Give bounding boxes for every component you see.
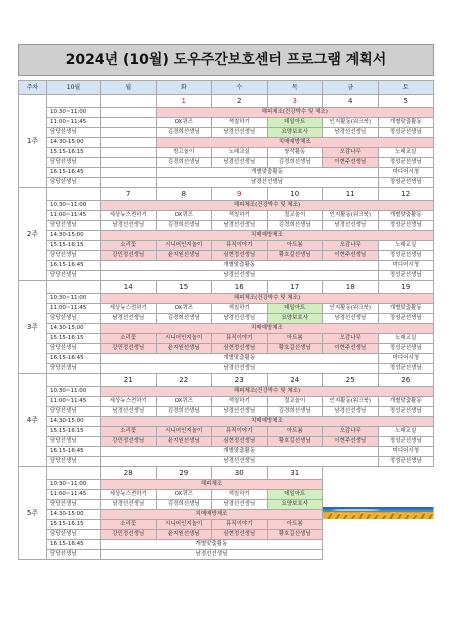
activity-cell: 데일아트: [267, 118, 323, 128]
time-label: 담당선생님: [47, 407, 101, 417]
activity-cell: 해피체조(건강박수 및 체조): [101, 201, 434, 211]
date-cell: 18: [323, 281, 379, 294]
date-cell: 5: [378, 95, 434, 108]
activity-cell: 정성균선생님: [378, 457, 434, 467]
date-cell: 10: [267, 188, 323, 201]
schedule-row: [19, 457, 434, 467]
activity-cell: 정성균선생님: [378, 344, 434, 354]
page-title: 2024년 (10월) 도우주간보호센터 프로그램 계획서: [18, 44, 434, 76]
time-label: 15:15-16:15: [47, 427, 101, 437]
time-label: 담당선생님: [47, 437, 101, 447]
date-row: [19, 281, 434, 294]
activity-cell: 남경선선생님: [101, 500, 157, 510]
activity-cell: 심현정선생님: [212, 530, 268, 540]
activity-cell: 치매예방체조: [101, 231, 434, 241]
date-cell: 15: [156, 281, 212, 294]
time-label: 10:30~11:00: [47, 108, 101, 118]
activity-cell: 요양보호사: [267, 128, 323, 138]
week-label: 5주: [19, 467, 47, 560]
time-label: 담당선생님: [47, 530, 101, 540]
activity-cell: 요양보호사: [267, 314, 323, 324]
activity-cell: 시니어인지놀이: [156, 334, 212, 344]
activity-cell: 아트봄: [267, 520, 323, 530]
activity-cell: 남경선선생님: [323, 314, 379, 324]
time-label: 10:30~11:00: [47, 201, 101, 211]
activity-cell: 오감나무: [323, 427, 379, 437]
time-label: 14:30-15:00: [47, 417, 101, 427]
activity-cell: 색칠하기: [212, 211, 268, 221]
schedule-row: [19, 201, 434, 211]
activity-cell: 김경희선생님: [156, 500, 212, 510]
schedule-row: [19, 364, 434, 374]
activity-cell: 뮤직이야기: [212, 241, 268, 251]
date-row-blank: [47, 281, 101, 294]
date-cell: 30: [212, 467, 268, 480]
activity-cell: 오감나무: [323, 148, 379, 158]
activity-cell: 이현주선생님: [323, 251, 379, 261]
day-header: 목: [267, 81, 323, 95]
activity-cell: 치매예방체조: [156, 138, 434, 148]
activity-cell: 데일아트: [267, 304, 323, 314]
schedule-row: [19, 178, 434, 188]
activity-cell: 황호길선생님: [267, 530, 323, 540]
day-header: 화: [156, 81, 212, 95]
schedule-row: [19, 251, 434, 261]
activity-cell: 남경선선생님: [212, 314, 268, 324]
schedule-row: [19, 397, 434, 407]
time-label: 16:15-16:45: [47, 354, 101, 364]
activity-cell: OX퀴즈: [156, 118, 212, 128]
date-cell: [101, 95, 157, 108]
time-label: 담당선생님: [47, 251, 101, 261]
schedule-row: [19, 168, 434, 178]
activity-cell: 이현주선생님: [323, 344, 379, 354]
time-label: 담당선생님: [47, 271, 101, 281]
activity-cell: 김경희선생님: [156, 314, 212, 324]
date-cell: 11: [323, 188, 379, 201]
date-cell: 1: [156, 95, 212, 108]
time-label: 담당선생님: [47, 364, 101, 374]
schedule-body: [19, 81, 434, 560]
activity-cell: 남경선선생님: [212, 407, 268, 417]
schedule-row: [19, 231, 434, 241]
date-cell: 23: [212, 374, 268, 387]
date-row: [19, 95, 434, 108]
activity-cell: 남경선선생님: [323, 407, 379, 417]
activity-cell: 심현정선생님: [212, 344, 268, 354]
activity-cell: 강민정선생님: [101, 437, 157, 447]
activity-cell: 심현정선생님: [212, 251, 268, 261]
schedule-row: [19, 437, 434, 447]
date-cell: 24: [267, 374, 323, 387]
schedule-row: [19, 271, 434, 281]
activity-cell: 남경선선생님: [101, 550, 323, 560]
date-cell: 31: [267, 467, 323, 480]
date-cell: 26: [378, 374, 434, 387]
activity-cell: 색칠하기: [212, 304, 268, 314]
activity-cell: 황호길선생님: [267, 344, 323, 354]
activity-cell: 아트봄: [267, 334, 323, 344]
date-cell: 3: [267, 95, 323, 108]
activity-cell: 소리꽃: [101, 427, 157, 437]
activity-cell: 남경선선생님: [212, 128, 268, 138]
activity-cell: 뮤직이야기: [212, 520, 268, 530]
activity-cell: 남경선선생님: [101, 314, 157, 324]
week-label: 1주: [19, 95, 47, 188]
activity-cell: 뮤직이야기: [212, 427, 268, 437]
time-label: 담당선생님: [47, 221, 101, 231]
activity-cell: 이현주선생님: [323, 437, 379, 447]
activity-cell: 아트봄: [267, 427, 323, 437]
activity-cell: 인지활동(워크북): [323, 304, 379, 314]
time-label: 11:00~11:45: [47, 490, 101, 500]
activity-cell: 정성균선생님: [378, 158, 434, 168]
activity-cell: 이현주선생님: [323, 158, 379, 168]
time-label: 담당선생님: [47, 500, 101, 510]
schedule-row: [19, 344, 434, 354]
activity-cell: 세상뉴스전하기: [101, 490, 157, 500]
activity-cell: 시니어인지놀이: [156, 241, 212, 251]
activity-cell: [101, 118, 157, 128]
date-row-blank: [47, 95, 101, 108]
date-cell: 8: [156, 188, 212, 201]
activity-cell: 윤지원선생님: [156, 437, 212, 447]
time-label: 담당선생님: [47, 550, 101, 560]
day-header: 금: [323, 81, 379, 95]
day-header: 토: [378, 81, 434, 95]
time-label: 15:15-16:15: [47, 148, 101, 158]
date-row: [19, 374, 434, 387]
activity-cell: 인지활동(워크북): [323, 118, 379, 128]
activity-cell: 색칠하기: [212, 490, 268, 500]
date-row: [19, 467, 434, 480]
activity-cell: 남경선선생님: [323, 128, 379, 138]
schedule-row: [19, 148, 434, 158]
activity-cell: 정성균선생님: [378, 364, 434, 374]
activity-cell: 김경희선생님: [267, 158, 323, 168]
activity-cell: 정성균선생님: [378, 437, 434, 447]
activity-cell: 개별맞춤활동: [378, 211, 434, 221]
date-cell: 9: [212, 188, 268, 201]
time-label: 14:30-15:00: [47, 324, 101, 334]
activity-cell: 절교놀이: [267, 211, 323, 221]
time-label: 16:15-16:45: [47, 261, 101, 271]
activity-cell: 개별맞춤활동: [378, 397, 434, 407]
time-label: 15:15-16:15: [47, 520, 101, 530]
activity-cell: OX퀴즈: [156, 490, 212, 500]
activity-cell: 해피체조: [101, 480, 323, 490]
schedule-row: [19, 294, 434, 304]
date-cell: 16: [212, 281, 268, 294]
activity-cell: 개별맞춤활동: [101, 354, 379, 364]
activity-cell: 황호길선생님: [267, 251, 323, 261]
time-label: 14:30-15:00: [47, 231, 101, 241]
time-label: 15:15-16:15: [47, 241, 101, 251]
activity-cell: 소리꽃: [101, 520, 157, 530]
schedule-row: [19, 417, 434, 427]
schedule-row: [19, 221, 434, 231]
activity-cell: 개별맞춤활동: [156, 168, 378, 178]
activity-cell: 인지활동(워크북): [323, 211, 379, 221]
time-label: 11:00~11:45: [47, 211, 101, 221]
activity-cell: 남경선선생님: [101, 407, 157, 417]
activity-cell: 인지활동(워크북): [323, 397, 379, 407]
activity-cell: 강민정선생님: [101, 344, 157, 354]
schedule-row: [19, 354, 434, 364]
activity-cell: 김경희선생님: [156, 158, 212, 168]
activity-cell: 색칠하기: [212, 118, 268, 128]
activity-cell: 강민정선생님: [101, 530, 157, 540]
time-label: 담당선생님: [47, 128, 101, 138]
date-row-blank: [47, 467, 101, 480]
date-row: [19, 188, 434, 201]
activity-cell: 노래교실: [378, 241, 434, 251]
activity-cell: 아트봄: [267, 241, 323, 251]
activity-cell: 오감나무: [323, 241, 379, 251]
activity-cell: 노래교실: [212, 148, 268, 158]
activity-cell: 남경선선생님: [101, 271, 379, 281]
time-label: 11:00~11:45: [47, 118, 101, 128]
date-cell: 12: [378, 188, 434, 201]
schedule-row: [19, 211, 434, 221]
activity-cell: 시니어인지놀이: [156, 427, 212, 437]
activity-cell: 남경선선생님: [101, 457, 379, 467]
time-label: 14:30-15:00: [47, 138, 101, 148]
activity-cell: 남경선선생님: [323, 221, 379, 231]
activity-cell: [101, 138, 157, 148]
schedule-row: [19, 138, 434, 148]
date-cell: 25: [323, 374, 379, 387]
time-label: 15:15-16:15: [47, 334, 101, 344]
activity-cell: 정성균선생님: [378, 271, 434, 281]
activity-cell: 오감나무: [323, 334, 379, 344]
schedule-table: [18, 80, 434, 560]
time-label: 14:30-15:00: [47, 510, 101, 520]
activity-cell: 해피체조(건강박수 및 체조): [101, 387, 434, 397]
month-header: 10월: [47, 81, 101, 95]
time-label: 10:30~11:00: [47, 294, 101, 304]
date-cell: 14: [101, 281, 157, 294]
activity-cell: 요양보호사: [267, 500, 323, 510]
activity-cell: 정성균선생님: [378, 314, 434, 324]
schedule-row: [19, 427, 434, 437]
time-label: 10:30~11:00: [47, 480, 101, 490]
activity-cell: 해피체조(건강박수 및 체조): [156, 108, 434, 118]
schedule-row: [19, 241, 434, 251]
header-row: [19, 81, 434, 95]
activity-cell: 남경선선생님: [101, 364, 379, 374]
date-cell: 7: [101, 188, 157, 201]
activity-cell: 개별맞춤활동: [101, 540, 323, 550]
activity-cell: 해피체조(건강박수 및 체조): [101, 294, 434, 304]
activity-cell: [101, 108, 157, 118]
activity-cell: 남경선선생님: [101, 221, 157, 231]
activity-cell: 빙고놀이: [156, 148, 212, 158]
day-header: 수: [212, 81, 268, 95]
time-label: 16:15-16:45: [47, 168, 101, 178]
activity-cell: 정성균선생님: [378, 251, 434, 261]
activity-cell: 미디어시청: [378, 447, 434, 457]
date-cell: 22: [156, 374, 212, 387]
activity-cell: OX퀴즈: [156, 397, 212, 407]
activity-cell: 노래교실: [378, 148, 434, 158]
activity-cell: 정성균선생님: [378, 128, 434, 138]
time-label: 담당선생님: [47, 178, 101, 188]
activity-cell: 치매예방체조: [101, 324, 434, 334]
schedule-row: [19, 324, 434, 334]
activity-cell: 윤지원선생님: [156, 251, 212, 261]
activity-cell: 치매예방체조: [101, 510, 323, 520]
week-column-header: 주차: [19, 81, 47, 95]
date-cell: 2: [212, 95, 268, 108]
schedule-row: [19, 158, 434, 168]
date-cell: 21: [101, 374, 157, 387]
date-cell: 28: [101, 467, 157, 480]
activity-cell: 정성균선생님: [378, 221, 434, 231]
date-cell: 4: [323, 95, 379, 108]
schedule-row: [19, 304, 434, 314]
week-label: 4주: [19, 374, 47, 467]
activity-cell: [101, 178, 157, 188]
activity-cell: 남경선선생님: [212, 221, 268, 231]
activity-cell: 시니어인지놀이: [156, 520, 212, 530]
time-label: 16:15-16:45: [47, 447, 101, 457]
activity-cell: OX퀴즈: [156, 211, 212, 221]
activity-cell: 소리꽃: [101, 334, 157, 344]
schedule-row: [19, 314, 434, 324]
activity-cell: 소리꽃: [101, 241, 157, 251]
date-row-blank: [47, 374, 101, 387]
activity-cell: 김경희선생님: [267, 407, 323, 417]
time-label: 담당선생님: [47, 344, 101, 354]
activity-cell: 데일아트: [267, 490, 323, 500]
activity-cell: 뮤직이야기: [212, 334, 268, 344]
schedule-row: [19, 108, 434, 118]
time-label: 11:00~11:45: [47, 397, 101, 407]
activity-cell: 김경희선생님: [156, 128, 212, 138]
wheat-field-illustration: [323, 467, 434, 560]
activity-cell: 윤지원선생님: [156, 530, 212, 540]
activity-cell: 세상뉴스전하기: [101, 397, 157, 407]
activity-cell: 노래교실: [378, 334, 434, 344]
activity-cell: 세상뉴스전하기: [101, 304, 157, 314]
week-label: 2주: [19, 188, 47, 281]
activity-cell: 개별맞춤활동: [378, 118, 434, 128]
activity-cell: 개별맞춤활동: [378, 304, 434, 314]
activity-cell: 치매예방체조: [101, 417, 434, 427]
activity-cell: 미디어시청: [378, 168, 434, 178]
time-label: 담당선생님: [47, 158, 101, 168]
activity-cell: 절교놀이: [267, 397, 323, 407]
date-cell: 17: [267, 281, 323, 294]
activity-cell: 남경선선생님: [212, 158, 268, 168]
activity-cell: 색칠하기: [212, 397, 268, 407]
activity-cell: 김경희선생님: [156, 407, 212, 417]
schedule-row: [19, 261, 434, 271]
date-row-blank: [47, 188, 101, 201]
activity-cell: 김경희선생님: [267, 221, 323, 231]
schedule-row: [19, 407, 434, 417]
date-cell: 29: [156, 467, 212, 480]
activity-cell: 노래교실: [378, 427, 434, 437]
activity-cell: 남경선선생님: [156, 178, 378, 188]
activity-cell: [101, 148, 157, 158]
schedule-row: [19, 118, 434, 128]
activity-cell: OX퀴즈: [156, 304, 212, 314]
activity-cell: 세상뉴스전하기: [101, 211, 157, 221]
activity-cell: 창작활동: [267, 148, 323, 158]
time-label: 16:15-16:45: [47, 540, 101, 550]
activity-cell: 개별맞춤활동: [101, 447, 379, 457]
time-label: 담당선생님: [47, 314, 101, 324]
activity-cell: 정성균선생님: [378, 178, 434, 188]
time-label: 10:30~11:00: [47, 387, 101, 397]
schedule-row: [19, 447, 434, 457]
activity-cell: 개별맞춤활동: [101, 261, 379, 271]
activity-cell: [101, 158, 157, 168]
activity-cell: 강민정선생님: [101, 251, 157, 261]
activity-cell: [101, 128, 157, 138]
activity-cell: 남경선선생님: [212, 500, 268, 510]
activity-cell: 황호길선생님: [267, 437, 323, 447]
schedule-row: [19, 387, 434, 397]
schedule-row: [19, 128, 434, 138]
time-label: 11:00~11:45: [47, 304, 101, 314]
activity-cell: 미디어시청: [378, 261, 434, 271]
activity-cell: 심현정선생님: [212, 437, 268, 447]
activity-cell: 김경희선생님: [156, 221, 212, 231]
schedule-row: [19, 334, 434, 344]
day-header: 월: [101, 81, 157, 95]
week-label: 3주: [19, 281, 47, 374]
activity-cell: 윤지원선생님: [156, 344, 212, 354]
time-label: 담당선생님: [47, 457, 101, 467]
activity-cell: 미디어시청: [378, 354, 434, 364]
activity-cell: 정성균선생님: [378, 407, 434, 417]
date-cell: 19: [378, 281, 434, 294]
activity-cell: [101, 168, 157, 178]
